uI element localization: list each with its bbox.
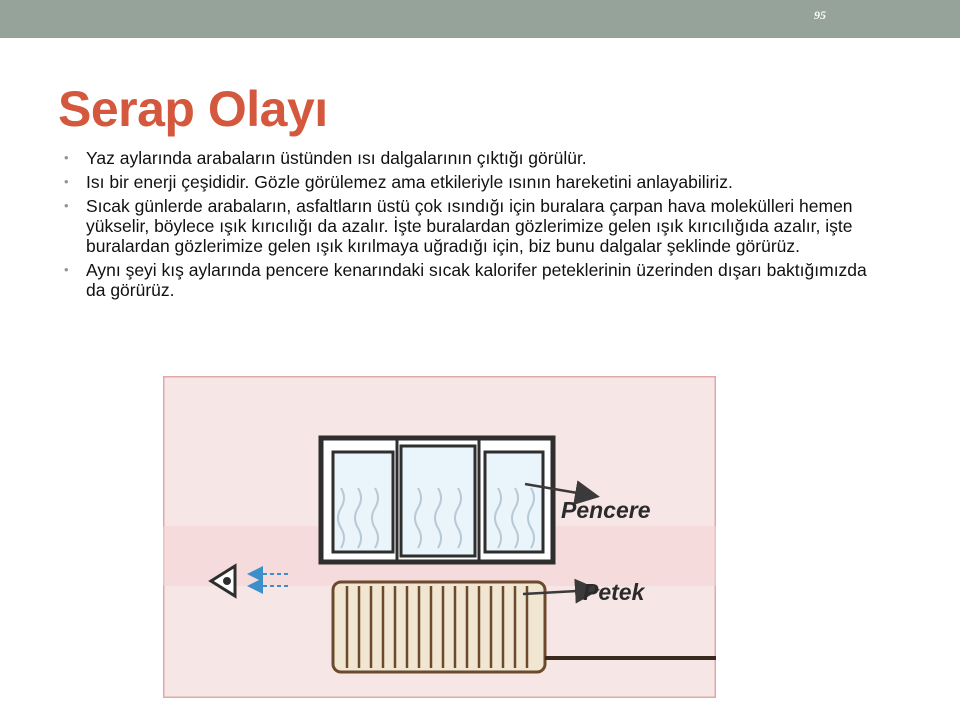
bullet-item: • Sıcak günlerde arabaların, asfaltların üstü çok ısındığı için buralara çarpan hava molekülleri hemen yükselir, böylece ışık kırıcılığı da azalır. İşte buralardan gözlerimize gelen ışık kırıcılığıda azalır, işte buralardan gözlerimize gelen ışık kırılmaya uğradığı için, biz bunu dalgalar şeklinde görürüz. xyxy=(86,196,876,256)
radiator-label: Petek xyxy=(583,579,645,605)
window-label: Pencere xyxy=(561,497,651,523)
bullet-item: • Isı bir enerji çeşididir. Gözle görülemez ama etkileriyle ısının hareketini anlayabiliriz. xyxy=(86,172,876,192)
page-number: 95 xyxy=(814,8,826,22)
mirage-figure xyxy=(163,376,716,698)
bullet-item: • Yaz aylarında arabaların üstünden ısı dalgalarının çıktığı görülür. xyxy=(86,148,876,168)
slide-title: Serap Olayı xyxy=(58,81,328,137)
figure-illustration xyxy=(163,376,716,698)
window xyxy=(321,438,553,562)
bullet-list xyxy=(86,148,876,304)
top-bar xyxy=(0,0,960,38)
bullet-item: • Aynı şeyi kış aylarında pencere kenarındaki sıcak kalorifer peteklerinin üzerinden dışarı baktığımızda da görürüz. xyxy=(86,260,876,300)
